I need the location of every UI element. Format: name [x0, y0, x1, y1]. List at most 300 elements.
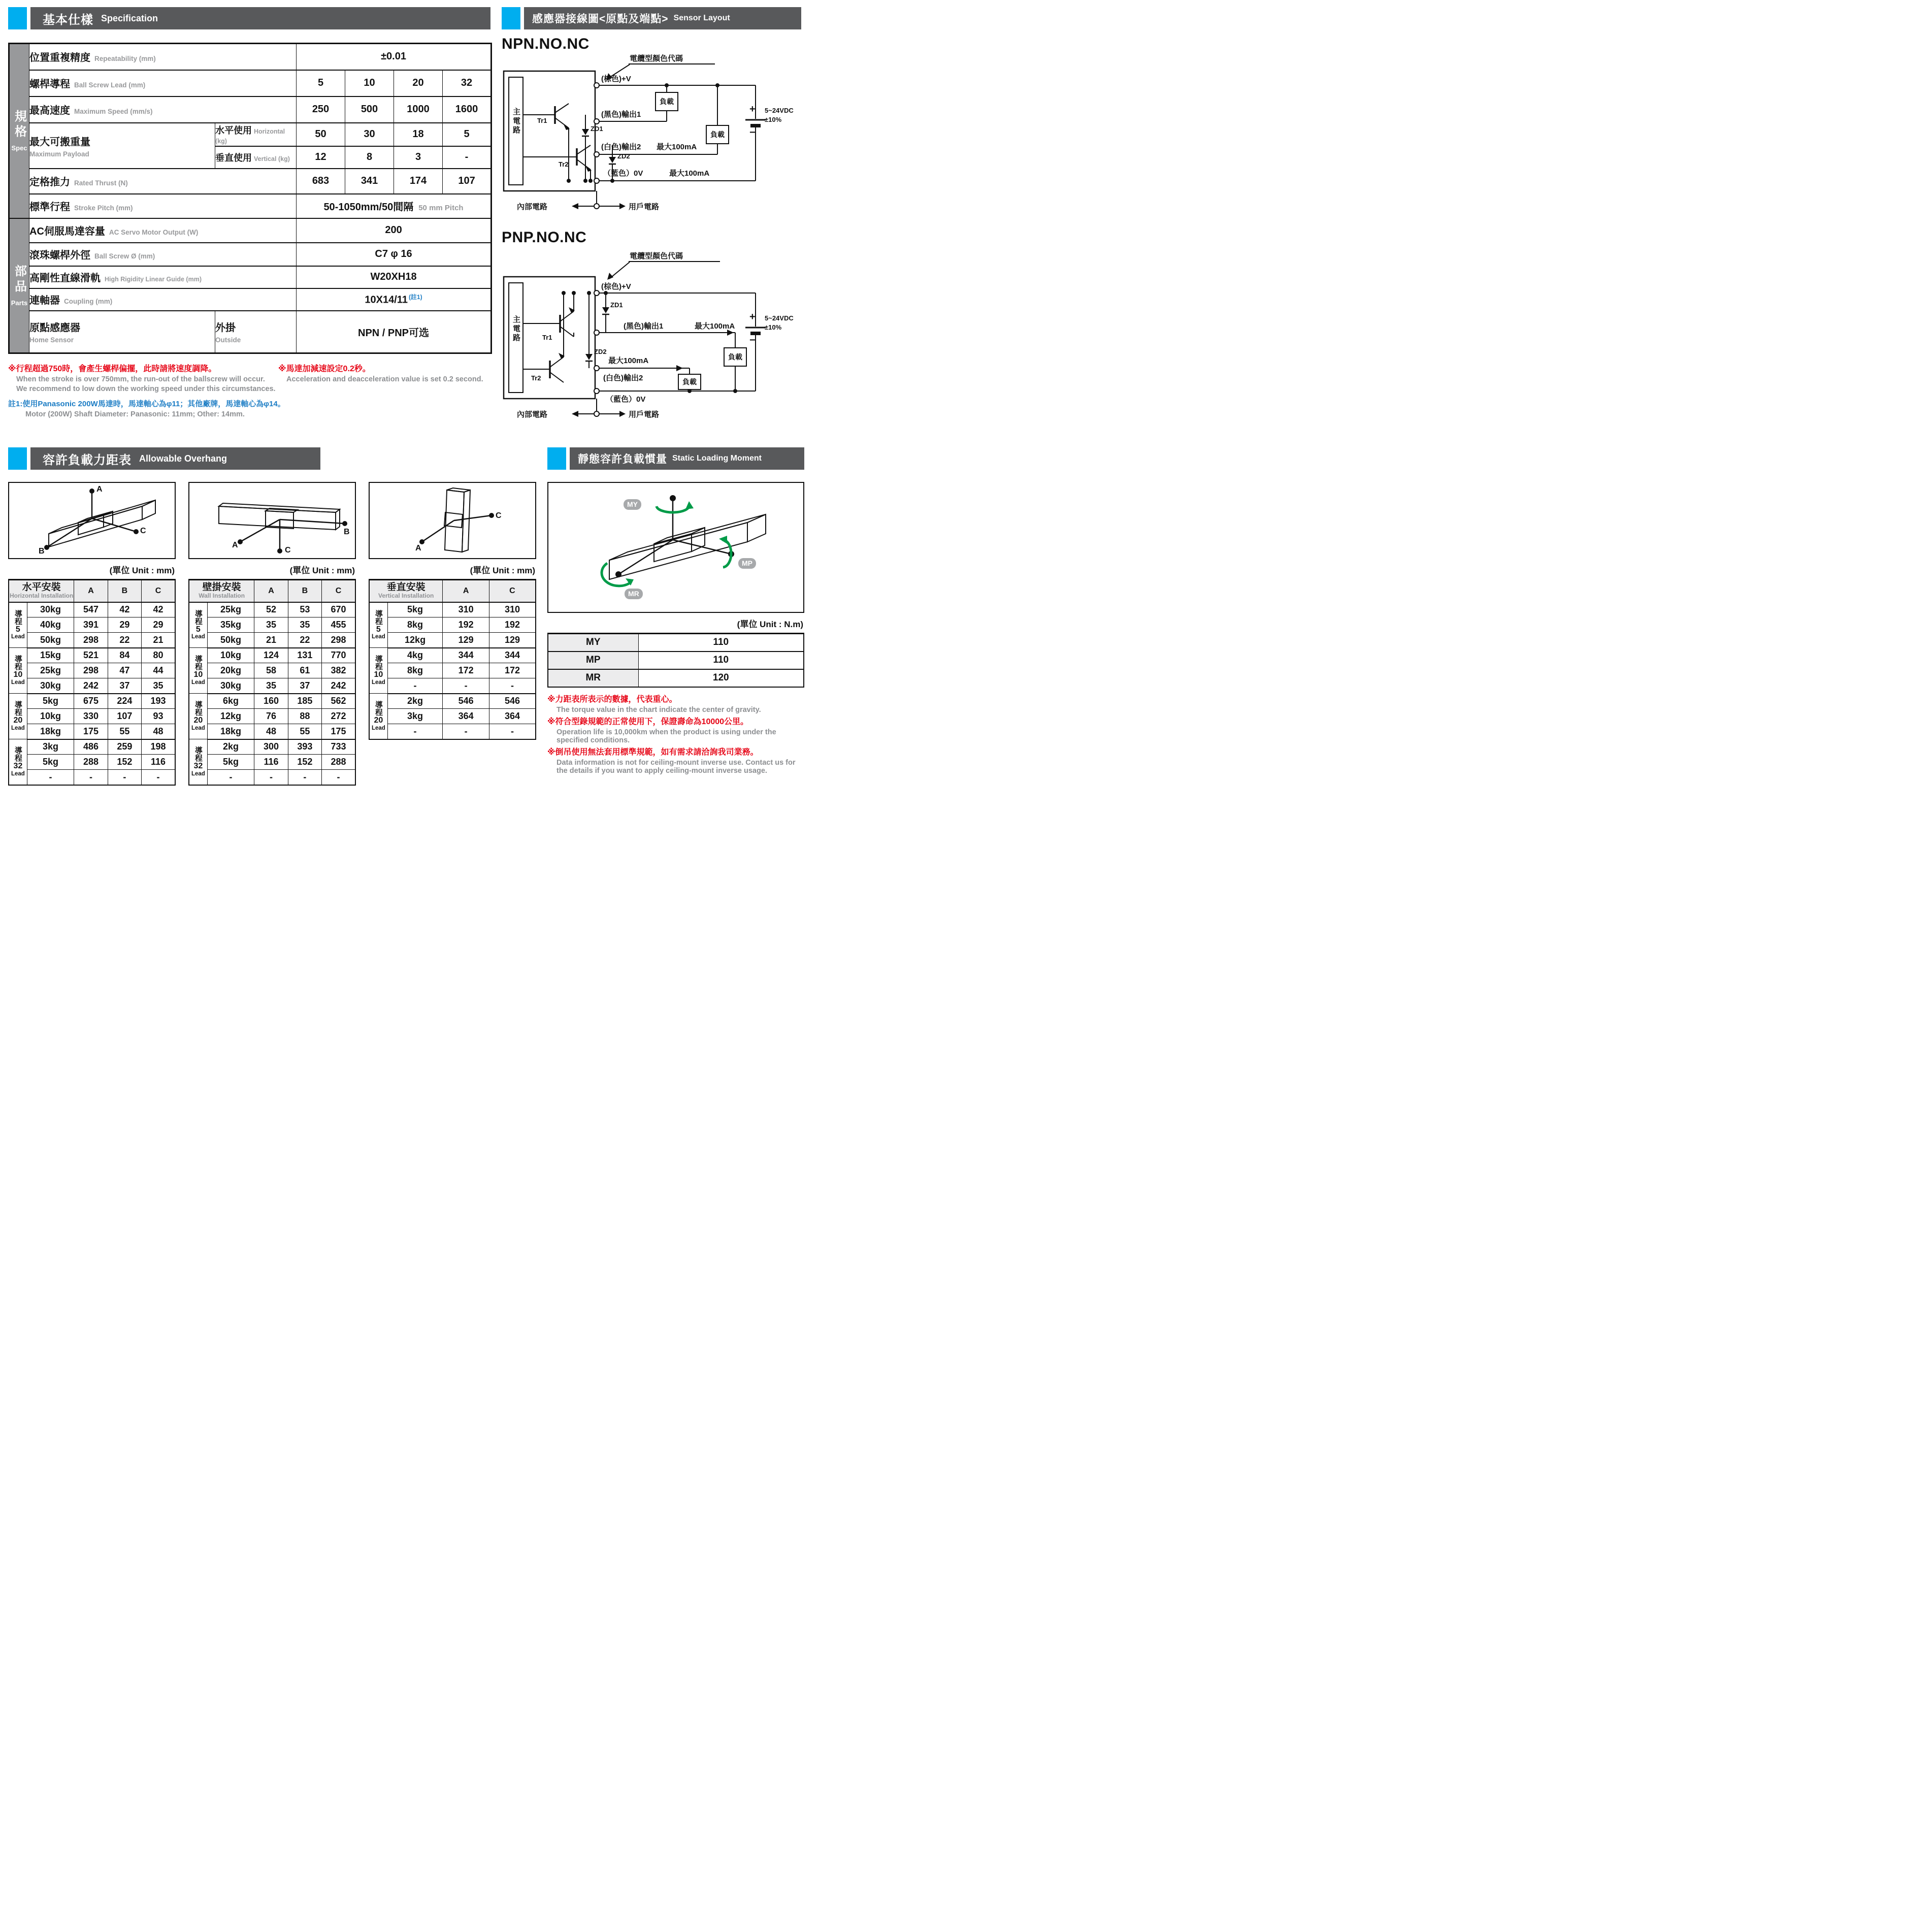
vertical-installation-table [369, 579, 536, 740]
label-zh: 原點感應器 [29, 322, 80, 334]
header-title [369, 580, 443, 602]
static-section-header [547, 447, 804, 470]
cell: 12kg [207, 709, 254, 724]
table-row [548, 652, 804, 669]
cell: 21 [142, 633, 175, 648]
cell: 22 [108, 633, 141, 648]
lead-group-label [9, 602, 27, 648]
header-col-a: A [443, 580, 489, 602]
cell: 298 [74, 633, 108, 648]
label-en: Outside [215, 336, 241, 344]
table-row [369, 678, 536, 694]
cell: 129 [489, 633, 536, 648]
npn-circuit-drawing [502, 53, 801, 223]
cell: 42 [142, 602, 175, 617]
lead-zh: 導程 [193, 701, 203, 717]
cell: 224 [108, 694, 141, 709]
note-life-en: Operation life is 10,000km when the product is using under the specified conditions. [556, 728, 776, 744]
cell: 344 [489, 648, 536, 663]
cell: - [443, 146, 492, 169]
supply-voltage-label: 5~24VDC [765, 107, 794, 114]
cell: 455 [322, 617, 355, 633]
cell: 341 [345, 169, 394, 194]
load-box-label: 負載 [728, 353, 742, 361]
cell: 3kg [27, 739, 74, 755]
lead-en: Lead [371, 679, 385, 686]
label-screw [29, 243, 297, 266]
label-zh: 外掛 [215, 322, 236, 334]
table-row [9, 648, 175, 663]
cell: 55 [288, 724, 321, 739]
cell: 310 [489, 602, 536, 617]
note-stroke-en2: We recommend to low down the working speed under this circumstances. [16, 385, 276, 393]
table-row [189, 724, 355, 739]
lead-num: 5 [195, 625, 201, 634]
overhang-columns [8, 482, 536, 786]
cell: 3 [394, 146, 443, 169]
cell: 562 [322, 694, 355, 709]
unit-label-mm: (單位 Unit : mm) [289, 566, 355, 575]
cell: 160 [254, 694, 288, 709]
table-row [369, 694, 536, 709]
static-header-bar [570, 447, 804, 470]
label-zh: 水平使用 [215, 125, 252, 136]
horizontal-diagram [8, 482, 176, 559]
lead-en: Lead [371, 725, 385, 731]
value-repeatability: ±0.01 [297, 44, 492, 70]
cell: - [387, 678, 443, 694]
cell: - [27, 770, 74, 785]
cell: 4kg [387, 648, 443, 663]
table-header [9, 580, 175, 602]
cell: 330 [74, 709, 108, 724]
table-row [369, 663, 536, 678]
cell: 50 [297, 123, 345, 146]
axis-b-label: B [344, 528, 350, 536]
unit-label-mm: (單位 Unit : mm) [470, 566, 535, 575]
spec-section-header [8, 7, 490, 29]
lead-en: Lead [11, 725, 25, 731]
row-home-sensor [9, 311, 492, 353]
lead-num: 32 [13, 762, 23, 771]
overhang-title-en: Allowable Overhang [139, 453, 227, 464]
label-en: High Rigidity Linear Guide (mm) [105, 276, 202, 283]
cell: - [322, 770, 355, 785]
spec-notes-columns [8, 361, 490, 394]
cell: 5kg [387, 602, 443, 617]
note-gravity-en: The torque value in the chart indicate the center of gravity. [556, 705, 761, 714]
npn-wiring-diagram [502, 53, 801, 223]
label-en: Ball Screw Lead (mm) [74, 81, 146, 89]
zd2-label: ZD2 [594, 348, 607, 355]
label-speed [29, 96, 297, 123]
cell: 10 [345, 70, 394, 96]
label-zh: 定格推力 [29, 177, 70, 188]
cell: 242 [322, 678, 355, 694]
axis-c-label: C [496, 511, 502, 520]
table-row [548, 634, 804, 652]
moment-my-label: MY [548, 634, 638, 652]
cell: 8 [345, 146, 394, 169]
cyan-accent-block [8, 7, 27, 29]
cell: 40kg [27, 617, 74, 633]
cell: - [489, 678, 536, 694]
max-current-label: 最大100mA [657, 143, 697, 151]
label-zh: 最大可搬重量 [29, 136, 90, 148]
cell: 8kg [387, 617, 443, 633]
lead-zh: 導程 [193, 746, 203, 762]
lead-zh: 導程 [193, 609, 203, 625]
overhang-section-header [8, 447, 320, 470]
cell: 5 [443, 123, 492, 146]
cell: 10kg [207, 648, 254, 663]
battery-plus: + [749, 104, 756, 115]
row-stroke-pitch [9, 194, 492, 218]
note-life-red: ※符合型錄規範的正常使用下，保證壽命為10000公里。 [547, 717, 749, 726]
cell: 298 [74, 663, 108, 678]
note-stroke-en1: When the stroke is over 750mm, the run-out of the ballscrew will occur. [16, 375, 265, 383]
table-row [9, 739, 175, 755]
table-row [189, 602, 355, 617]
lead-zh: 導程 [13, 655, 22, 671]
cell: 29 [108, 617, 141, 633]
lead-num: 5 [15, 625, 20, 634]
cell: 124 [254, 648, 288, 663]
sensor-header-bar [524, 7, 801, 29]
wall-installation-block [188, 482, 356, 786]
tr2-label: Tr2 [531, 374, 541, 382]
label-thrust [29, 169, 297, 194]
moment-mr-value: 120 [638, 669, 804, 687]
cell: 393 [288, 739, 321, 755]
sensor-section-header [502, 7, 801, 29]
note-coupling-en: Motor (200W) Shaft Diameter: Panasonic: 11mm; Other: 14mm. [25, 410, 245, 418]
cell: 37 [288, 678, 321, 694]
value-guide: W20XH18 [297, 266, 492, 288]
cell: - [142, 770, 175, 785]
cell: - [288, 770, 321, 785]
header-col-a: A [74, 580, 108, 602]
label-payload [29, 123, 215, 169]
cell: 53 [288, 602, 321, 617]
vertical-installation-block [369, 482, 536, 786]
cell: 1000 [394, 96, 443, 123]
cell: 310 [443, 602, 489, 617]
table-row [189, 633, 355, 648]
cell: - [207, 770, 254, 785]
note-coupling-blue: 註1:使用Panasonic 200W馬達時，馬達軸心為φ11；其他廠牌，馬達軸心為φ14。 [8, 400, 285, 408]
cell: 29 [142, 617, 175, 633]
cell: 35 [142, 678, 175, 694]
cell: - [108, 770, 141, 785]
cell: 35 [288, 617, 321, 633]
lead-en: Lead [191, 679, 205, 686]
tr2-label: Tr2 [559, 160, 569, 168]
cell: 259 [108, 739, 141, 755]
cell: 30kg [27, 678, 74, 694]
cell: 35kg [207, 617, 254, 633]
cell: 5kg [27, 694, 74, 709]
cell: 300 [254, 739, 288, 755]
cell: 10kg [27, 709, 74, 724]
cell: 50kg [207, 633, 254, 648]
cell: - [443, 678, 489, 694]
pnp-wiring-diagram [502, 246, 801, 430]
load-box-label: 負載 [660, 97, 674, 106]
header-col-a: A [254, 580, 288, 602]
lead-num: 20 [13, 716, 23, 725]
header-title [9, 580, 74, 602]
label-coupling [29, 288, 297, 311]
label-zh: 高剛性直線滑軌 [29, 273, 101, 284]
npn-diagram-title: NPN.NO.NC [502, 36, 590, 52]
horizontal-installation-table [8, 579, 176, 786]
table-row [189, 678, 355, 694]
header-col-c: C [489, 580, 536, 602]
lead-zh: 導程 [374, 609, 383, 625]
cell: 288 [322, 755, 355, 770]
cell: 32 [443, 70, 492, 96]
header-en: Wall Installation [199, 592, 245, 600]
zd2-label: ZD2 [617, 152, 630, 160]
cell: 37 [108, 678, 141, 694]
cell: 30kg [27, 602, 74, 617]
wire-white-label: (白色)輸出2 [603, 374, 643, 382]
label-en: Coupling (mm) [64, 298, 113, 305]
cell: 174 [394, 169, 443, 194]
cell: 48 [254, 724, 288, 739]
row-linear-guide [9, 266, 492, 288]
axis-c-label: C [140, 527, 146, 535]
header-en: Vertical Installation [378, 592, 434, 600]
spec-notes [8, 361, 490, 418]
table-row [369, 724, 536, 739]
cell: 80 [142, 648, 175, 663]
load-box-label: 負載 [682, 378, 697, 386]
battery-minus: − [749, 127, 756, 138]
horizontal-installation-block [8, 482, 176, 786]
main-circuit-label: 主電路 [512, 108, 520, 135]
label-en: Repeatability (mm) [94, 55, 156, 63]
lead-zh: 導程 [13, 609, 22, 625]
label-outside [215, 311, 297, 353]
spec-header-bar [30, 7, 490, 29]
my-badge: MY [624, 499, 641, 510]
cell: 47 [108, 663, 141, 678]
static-moment-table [547, 633, 804, 688]
tr1-label: Tr1 [537, 117, 547, 124]
cell: 521 [74, 648, 108, 663]
cell: 242 [74, 678, 108, 694]
zd1-label: ZD1 [591, 125, 603, 133]
cell: - [489, 724, 536, 739]
overhang-header-bar [30, 447, 320, 470]
cell: 48 [142, 724, 175, 739]
row-ball-screw-lead [9, 70, 492, 96]
cell: 192 [443, 617, 489, 633]
lead-en: Lead [11, 770, 25, 777]
cell: 55 [108, 724, 141, 739]
cell: 152 [108, 755, 141, 770]
label-zh: 最高速度 [29, 105, 70, 116]
table-row [548, 669, 804, 687]
cell: 5kg [207, 755, 254, 770]
cell: 192 [489, 617, 536, 633]
wall-diagram [188, 482, 356, 559]
cell: 52 [254, 602, 288, 617]
value-motor: 200 [297, 218, 492, 243]
cell: 15kg [27, 648, 74, 663]
cell: 8kg [387, 663, 443, 678]
load-box-label: 負載 [710, 131, 725, 139]
cell: 5kg [27, 755, 74, 770]
table-header [189, 580, 355, 602]
cell: - [74, 770, 108, 785]
sidebar-parts [9, 218, 29, 353]
lead-en: Lead [371, 634, 385, 640]
bottom-row [8, 447, 804, 786]
cell: - [443, 724, 489, 739]
row-max-speed [9, 96, 492, 123]
lead-en: Lead [11, 679, 25, 686]
cell: 76 [254, 709, 288, 724]
cell: 25kg [27, 663, 74, 678]
sidebar-spec-en: Spec [11, 144, 27, 152]
label-zh: 螺桿導程 [29, 79, 70, 90]
cell: 547 [74, 602, 108, 617]
cell: - [387, 724, 443, 739]
table-row [369, 602, 536, 617]
cell: 21 [254, 633, 288, 648]
lead-num: 10 [374, 670, 383, 679]
note-ceiling-red: ※倒吊使用無法套用標準規範，如有需求請洽詢我司業務。 [547, 747, 759, 757]
sidebar-parts-zh: 部品 [12, 264, 26, 295]
cell: 272 [322, 709, 355, 724]
static-title-zh: 靜態容許負載慣量 [578, 453, 667, 465]
wire-black-label: (黑色)輸出1 [624, 322, 664, 331]
label-en: Horizontal (kg) [215, 127, 285, 145]
lead-zh: 導程 [193, 655, 203, 671]
table-row [9, 755, 175, 770]
cell: 12kg [387, 633, 443, 648]
cell: 42 [108, 602, 141, 617]
cell: 152 [288, 755, 321, 770]
lead-group-label [9, 694, 27, 739]
cyan-accent-block [502, 7, 520, 29]
static-loading-section [547, 447, 804, 776]
header-col-c: C [322, 580, 355, 602]
value-stroke [297, 194, 492, 218]
sidebar-spec-zh: 規格 [12, 110, 26, 141]
row-payload-horizontal [9, 123, 492, 146]
cell: 670 [322, 602, 355, 617]
internal-circuit-label: 內部電路 [517, 203, 548, 211]
max-current-label: 最大100mA [608, 356, 649, 365]
table-row [9, 709, 175, 724]
cell: 44 [142, 663, 175, 678]
cell: 107 [108, 709, 141, 724]
label-stroke [29, 194, 297, 218]
cell: 175 [322, 724, 355, 739]
wire-white-label: (白色)輸出2 [601, 143, 641, 151]
wire-blue-label: （藍色）0V [606, 395, 646, 404]
table-row [369, 709, 536, 724]
cell: 84 [108, 648, 141, 663]
table-header [369, 580, 536, 602]
table-row [189, 617, 355, 633]
cell: 61 [288, 663, 321, 678]
cell: 683 [297, 169, 345, 194]
wire-blue-label: （藍色）0V [603, 169, 643, 178]
moment-mp-value: 110 [638, 652, 804, 669]
moment-actuator-drawing [548, 483, 803, 612]
lead-group-label [369, 602, 387, 648]
cell: 382 [322, 663, 355, 678]
label-zh: AC伺服馬達容量 [29, 226, 105, 237]
cell: 288 [74, 755, 108, 770]
cell: 20kg [207, 663, 254, 678]
vertical-actuator-drawing [370, 483, 535, 558]
row-ball-screw-dia [9, 243, 492, 266]
lead-en: Lead [11, 634, 25, 640]
value-home-sensor: NPN / PNP可选 [297, 311, 492, 353]
header-zh: 水平安裝 [22, 582, 61, 593]
cell: 172 [489, 663, 536, 678]
battery-plus: + [749, 311, 756, 322]
cell: 18 [394, 123, 443, 146]
sensor-layout-section [502, 7, 801, 430]
label-zh: 連軸器 [29, 295, 60, 306]
row-rated-thrust [9, 169, 492, 194]
label-en: Home Sensor [29, 336, 74, 344]
zd1-label: ZD1 [610, 301, 623, 309]
lead-num: 32 [193, 762, 203, 771]
max-current-label: 最大100mA [695, 322, 735, 331]
cell: 364 [443, 709, 489, 724]
cable-color-label: 電纜型顏色代碼 [630, 252, 683, 261]
table-row [9, 633, 175, 648]
mr-badge: MR [625, 589, 643, 599]
lead-num: 5 [376, 625, 381, 634]
cell: 30 [345, 123, 394, 146]
static-moment-diagram [547, 482, 804, 613]
cell: 18kg [207, 724, 254, 739]
label-en: Maximum Speed (mm/s) [74, 108, 153, 115]
cell: 18kg [27, 724, 74, 739]
top-row [8, 7, 804, 430]
cell: 2kg [387, 694, 443, 709]
coupling-note-ref: (註1) [408, 294, 422, 301]
cell: 344 [443, 648, 489, 663]
cyan-accent-block [8, 447, 27, 470]
cell: 198 [142, 739, 175, 755]
cell: 486 [74, 739, 108, 755]
cell: 250 [297, 96, 345, 123]
header-col-b: B [108, 580, 141, 602]
moment-my-value: 110 [638, 634, 804, 652]
cell: 25kg [207, 602, 254, 617]
lead-en: Lead [191, 725, 205, 731]
wire-brown-label: (棕色)+V [601, 282, 631, 291]
cell: 546 [443, 694, 489, 709]
cell: 175 [74, 724, 108, 739]
axis-b-label: B [39, 547, 45, 556]
header-col-c: C [142, 580, 175, 602]
pnp-diagram-title: PNP.NO.NC [502, 229, 587, 246]
cell: 5 [297, 70, 345, 96]
wall-installation-table [188, 579, 356, 786]
label-en: Maximum Payload [29, 150, 89, 158]
